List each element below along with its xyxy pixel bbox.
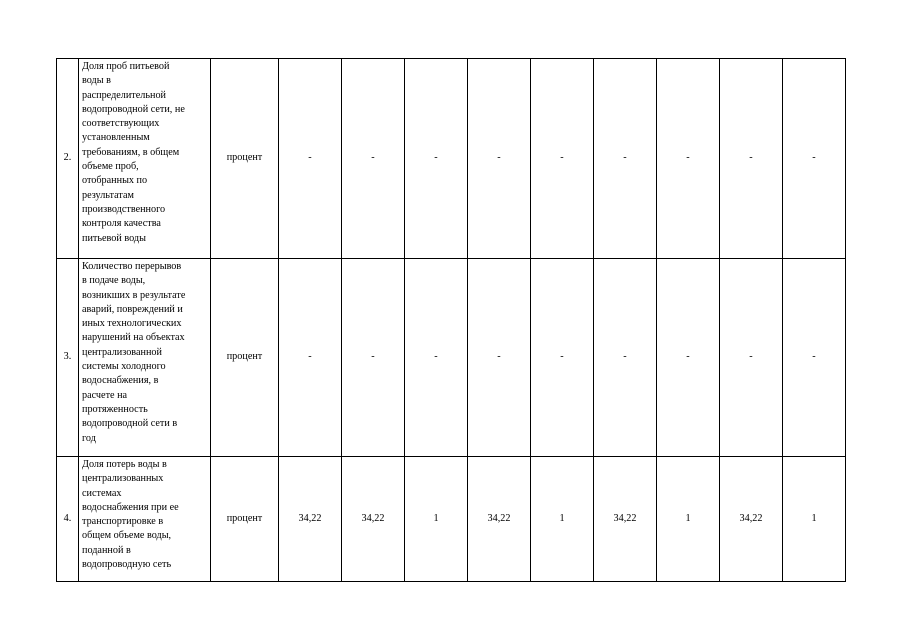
value-cell: - xyxy=(468,59,531,259)
description-line: возникших в результате xyxy=(82,289,186,301)
unit-cell: процент xyxy=(211,59,279,259)
value-cell: - xyxy=(594,259,657,457)
description-line: объеме проб, xyxy=(82,161,139,173)
description-line: централизованных xyxy=(82,473,164,485)
description-line: иных технологических xyxy=(82,318,182,330)
value-cell: - xyxy=(342,59,405,259)
value-cell: - xyxy=(279,59,342,259)
value-cell: - xyxy=(342,259,405,457)
indicator-description xyxy=(79,59,211,259)
unit-cell: процент xyxy=(211,457,279,582)
value-cell: 1 xyxy=(531,457,594,582)
description-line: питьевой воды xyxy=(82,232,146,244)
description-line: централизованной xyxy=(82,346,162,358)
value-cell: - xyxy=(720,59,783,259)
value-cell: 1 xyxy=(405,457,468,582)
indicator-description xyxy=(79,457,211,582)
description-line: водопроводной сети в xyxy=(82,418,178,430)
description-line: соответствующих xyxy=(82,118,160,130)
description-line: контроля качества xyxy=(82,218,161,230)
description-line: производственного xyxy=(82,203,166,215)
description-line: результатам xyxy=(82,189,134,201)
row-number: 2. xyxy=(57,59,79,259)
description-line: аварий, повреждений и xyxy=(82,303,183,315)
description-line: транспортировке в xyxy=(82,516,164,528)
table-row xyxy=(57,59,846,259)
value-cell: - xyxy=(657,59,720,259)
value-cell: - xyxy=(594,59,657,259)
value-cell: 34,22 xyxy=(279,457,342,582)
indicator-description xyxy=(79,259,211,457)
unit-cell: процент xyxy=(211,259,279,457)
description-line: общем объеме воды, xyxy=(82,530,172,542)
description-line: Доля проб питьевой xyxy=(82,61,170,72)
description-line: требованиям, в общем xyxy=(82,146,180,158)
description-line: Доля потерь воды в xyxy=(82,459,167,470)
description-line: водоснабжения, в xyxy=(82,375,159,387)
value-cell: 34,22 xyxy=(720,457,783,582)
table-row xyxy=(57,259,846,457)
description-line: поданной в xyxy=(82,544,131,556)
description-line: отобранных по xyxy=(82,175,148,187)
value-cell: - xyxy=(531,259,594,457)
value-cell: - xyxy=(531,59,594,259)
description-line: расчете на xyxy=(82,389,128,401)
description-line: протяженность xyxy=(82,403,148,415)
value-cell: 1 xyxy=(783,457,846,582)
description-line: нарушений на объектах xyxy=(82,332,185,344)
value-cell: - xyxy=(783,59,846,259)
indicators-table xyxy=(56,58,846,582)
value-cell: - xyxy=(468,259,531,457)
description-line: установленным xyxy=(82,132,150,144)
description-line: Количество перерывов xyxy=(82,261,182,272)
row-number: 4. xyxy=(57,457,79,582)
description-line: системы холодного xyxy=(82,361,166,373)
value-cell: 34,22 xyxy=(342,457,405,582)
value-cell: - xyxy=(405,259,468,457)
value-cell: 1 xyxy=(657,457,720,582)
description-line: водопроводной сети, не xyxy=(82,103,185,115)
value-cell: 34,22 xyxy=(468,457,531,582)
description-line: в подаче воды, xyxy=(82,275,146,287)
row-number: 3. xyxy=(57,259,79,457)
description-line: системах xyxy=(82,487,122,499)
description-line: год xyxy=(82,432,96,444)
description-line: распределительной xyxy=(82,89,167,101)
table-row xyxy=(57,457,846,582)
value-cell: - xyxy=(783,259,846,457)
description-line: воды в xyxy=(82,75,111,87)
value-cell: - xyxy=(405,59,468,259)
description-line: водоснабжения при ее xyxy=(82,501,179,513)
value-cell: 34,22 xyxy=(594,457,657,582)
value-cell: - xyxy=(279,259,342,457)
value-cell: - xyxy=(657,259,720,457)
value-cell: - xyxy=(720,259,783,457)
description-line: водопроводную сеть xyxy=(82,559,172,571)
